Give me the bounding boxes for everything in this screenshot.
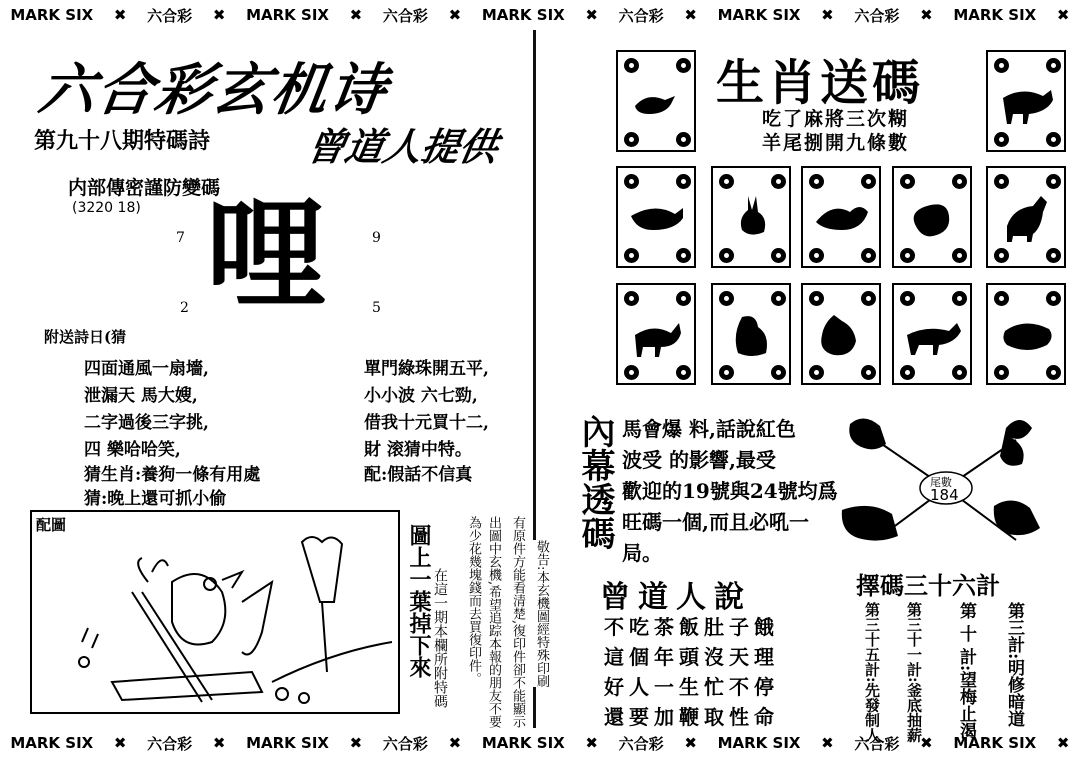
tile-dot-icon (861, 365, 876, 380)
news-line: 旺碼一個,而且必吼一 (622, 510, 809, 534)
rooster-icon (812, 309, 872, 359)
tile-dot-icon (624, 58, 639, 73)
tile-dot-icon (676, 365, 691, 380)
tile-dot-icon (719, 291, 734, 306)
note-line: 敬告:本玄機圖經特殊印刷 (534, 540, 549, 688)
tile-dot-icon (994, 365, 1009, 380)
picture-label: 配圖 (36, 516, 67, 534)
tile-dot-icon (719, 174, 734, 189)
bird-on-branch-illustration (72, 522, 392, 712)
tile-dot-icon (809, 365, 824, 380)
ornament-icon: ✖ (212, 734, 226, 752)
ornament-icon: ✖ (920, 6, 933, 24)
banner-item: 六合彩 (618, 734, 664, 753)
code-number: (3220 18) (72, 200, 141, 216)
gift-poem-title: 附送詩日(猜 (44, 328, 127, 346)
goat-icon (627, 309, 687, 359)
dog-icon (903, 309, 963, 359)
news-line: 局。 (622, 541, 662, 565)
banner-item: MARK SIX (953, 734, 1037, 752)
tile-dot-icon (952, 365, 967, 380)
ornament-icon: ✖ (684, 6, 697, 24)
snake-icon (903, 192, 963, 242)
guess-hint: 猜:晚上還可抓小偷 (84, 489, 227, 509)
ornament-icon: ✖ (1056, 6, 1070, 24)
zodiac-tile (801, 166, 881, 268)
banner-item: MARK SIX (10, 734, 94, 752)
ornament-icon: ✖ (349, 6, 363, 24)
saying-line: 還要加鞭取性命 (604, 705, 779, 729)
tile-dot-icon (861, 291, 876, 306)
note-line: 有原件方能看清楚,復印件卻不能顯示 (510, 516, 525, 729)
banner-item: MARK SIX (481, 734, 565, 752)
tile-dot-icon (1046, 248, 1061, 263)
ornament-icon: ✖ (113, 734, 127, 752)
news-block (622, 414, 838, 569)
ornament-icon: ✖ (684, 734, 697, 752)
rat-icon (627, 76, 687, 126)
strategy-title: 擇碼三十六計 (856, 572, 1000, 600)
ornament-icon: ✖ (821, 734, 834, 752)
left-title: 六合彩玄机诗 (34, 58, 392, 123)
poem-line: 借我十元買十二, (364, 413, 489, 433)
main-character: 哩 (206, 186, 326, 325)
zodiac-tile (892, 283, 972, 385)
tile-dot-icon (624, 248, 639, 263)
riddle-line-2: 羊尾捌開九條數 (762, 132, 910, 154)
tile-dot-icon (1046, 174, 1061, 189)
riddle-line-1: 吃了麻將三次糊 (762, 108, 910, 130)
banner-item: MARK SIX (717, 6, 801, 24)
tile-dot-icon (900, 248, 915, 263)
provider-label: 曾道人提供 (303, 125, 502, 169)
tile-dot-icon (676, 248, 691, 263)
tile-dot-icon (719, 248, 734, 263)
tile-dot-icon (900, 365, 915, 380)
picture-caption: 圖上一葉掉下來 (406, 524, 432, 678)
zodiac-tile (986, 166, 1066, 268)
banner-item: 六合彩 (854, 6, 900, 25)
pig-icon (997, 309, 1057, 359)
tile-dot-icon (676, 291, 691, 306)
banner-item: MARK SIX (481, 6, 565, 24)
pair-hint: 配:假話不信真 (364, 465, 473, 485)
secret-line: 内部傳密謹防變碼 (68, 177, 221, 199)
tile-dot-icon (994, 58, 1009, 73)
saying-line: 這個年頭沒天理 (604, 645, 779, 669)
tile-dot-icon (994, 174, 1009, 189)
right-title: 生肖送碼 (716, 55, 925, 111)
tile-dot-icon (994, 291, 1009, 306)
banner-item: 六合彩 (382, 734, 428, 753)
strategy-col: 第三十五計:先發制人 (863, 602, 881, 743)
ornament-icon: ✖ (920, 734, 933, 752)
tile-dot-icon (771, 174, 786, 189)
picture-box (30, 510, 400, 714)
banner-item: MARK SIX (246, 734, 329, 752)
corner-number-bl: 2 (180, 300, 189, 316)
banner-item: 六合彩 (618, 6, 664, 25)
strategy-col: 第三十一計:釜底抽薪 (905, 602, 923, 743)
ornament-icon: ✖ (113, 6, 127, 24)
news-line: 馬會爆 料,話說紅色 (622, 417, 796, 441)
poem-line: 四 樂哈哈笑, (84, 440, 181, 460)
tile-dot-icon (900, 291, 915, 306)
tile-dot-icon (624, 365, 639, 380)
snake-icon (1000, 420, 1032, 466)
ornament-icon: ✖ (448, 6, 462, 24)
strategy-col: 第三計:明修暗道 (1004, 602, 1024, 728)
tile-dot-icon (900, 174, 915, 189)
corner-number-tr: 9 (372, 230, 381, 246)
poem-left (84, 356, 209, 464)
note-line: 出圖中玄機,希望追踪本報的朋友不要 (486, 516, 501, 729)
saying-block (604, 612, 779, 732)
banner-item: 六合彩 (147, 6, 193, 25)
banner-item: MARK SIX (953, 6, 1037, 24)
top-banner (0, 0, 1080, 30)
ornament-icon: ✖ (821, 6, 834, 24)
banner-item: MARK SIX (246, 6, 329, 24)
banner-item: MARK SIX (10, 6, 94, 24)
zodiac-tile (711, 283, 791, 385)
rabbit-icon (722, 192, 782, 242)
monkey-icon (849, 418, 886, 449)
horse-icon (997, 192, 1057, 242)
tile-dot-icon (624, 291, 639, 306)
tiger-icon (627, 192, 687, 242)
tile-dot-icon (1046, 132, 1061, 147)
zodiac-tile (616, 166, 696, 268)
tile-dot-icon (952, 174, 967, 189)
tile-dot-icon (994, 248, 1009, 263)
banner-item: 六合彩 (854, 734, 900, 753)
poem-line: 小小波 六七勁, (364, 386, 478, 406)
dragon-icon (812, 192, 872, 242)
zodiac-tile (801, 283, 881, 385)
ornament-icon: ✖ (1056, 734, 1070, 752)
tile-dot-icon (771, 291, 786, 306)
banner-item: 六合彩 (382, 6, 428, 25)
ornament-icon: ✖ (585, 734, 598, 752)
tile-dot-icon (771, 248, 786, 263)
tile-dot-icon (809, 174, 824, 189)
saying-line: 不吃茶飯肚子餓 (604, 615, 779, 639)
banner-item: 六合彩 (147, 734, 193, 753)
ornament-icon: ✖ (585, 6, 598, 24)
ornament-icon: ✖ (212, 6, 226, 24)
tile-dot-icon (676, 58, 691, 73)
ox-icon (842, 506, 898, 541)
poem-right (364, 356, 489, 464)
horse-icon (994, 500, 1040, 535)
tile-dot-icon (771, 365, 786, 380)
tile-dot-icon (952, 248, 967, 263)
ox-icon (997, 76, 1057, 126)
banner-item: MARK SIX (717, 734, 801, 752)
tile-dot-icon (861, 248, 876, 263)
zodiac-tile (711, 166, 791, 268)
tile-dot-icon (861, 174, 876, 189)
tile-dot-icon (952, 291, 967, 306)
guess-zodiac: 猜生肖:養狗一條有用處 (84, 465, 261, 485)
tile-dot-icon (809, 291, 824, 306)
poem-line: 二字過後三字挑, (84, 413, 209, 433)
note-line: 在這一期本欄所附特碼 (432, 568, 448, 708)
tail-value: 184 (930, 486, 959, 504)
tail-label: 尾數 (930, 476, 952, 489)
inside-label: 內幕透碼 (575, 414, 615, 550)
news-line: 歡迎的19號與24號均爲 (622, 479, 838, 503)
zodiac-tile (616, 283, 696, 385)
zodiac-tile (616, 50, 696, 152)
tile-dot-icon (624, 174, 639, 189)
tile-dot-icon (719, 365, 734, 380)
corner-number-br: 5 (372, 300, 381, 316)
tile-dot-icon (1046, 365, 1061, 380)
saying-title: 曾道人說 (600, 580, 752, 615)
tile-dot-icon (676, 174, 691, 189)
zodiac-tile (986, 283, 1066, 385)
tile-dot-icon (809, 248, 824, 263)
issue-label: 第九十八期特碼詩 (34, 128, 211, 154)
saying-line: 好人一生忙不停 (604, 675, 779, 699)
corner-number-tl: 7 (176, 230, 185, 246)
poem-line: 單門綠珠開五平, (364, 359, 489, 379)
poem-line: 四面通風一扇墻, (84, 359, 209, 379)
note-line: 為少花幾塊錢而去買復印件。 (466, 516, 481, 685)
tile-dot-icon (994, 132, 1009, 147)
monkey-icon (722, 309, 782, 359)
ornament-icon: ✖ (448, 734, 462, 752)
poem-line: 財 滚猜中特。 (364, 440, 472, 460)
poem-line: 泄漏天 馬大嫂, (84, 386, 198, 406)
zodiac-tile (986, 50, 1066, 152)
zodiac-tile (892, 166, 972, 268)
tile-dot-icon (624, 132, 639, 147)
tile-dot-icon (1046, 291, 1061, 306)
ornament-icon: ✖ (349, 734, 363, 752)
tile-dot-icon (676, 132, 691, 147)
tile-dot-icon (1046, 58, 1061, 73)
strategy-col: 第 十 計:望梅止渴 (956, 602, 976, 740)
news-line: 波受 的影響,最受 (622, 448, 776, 472)
